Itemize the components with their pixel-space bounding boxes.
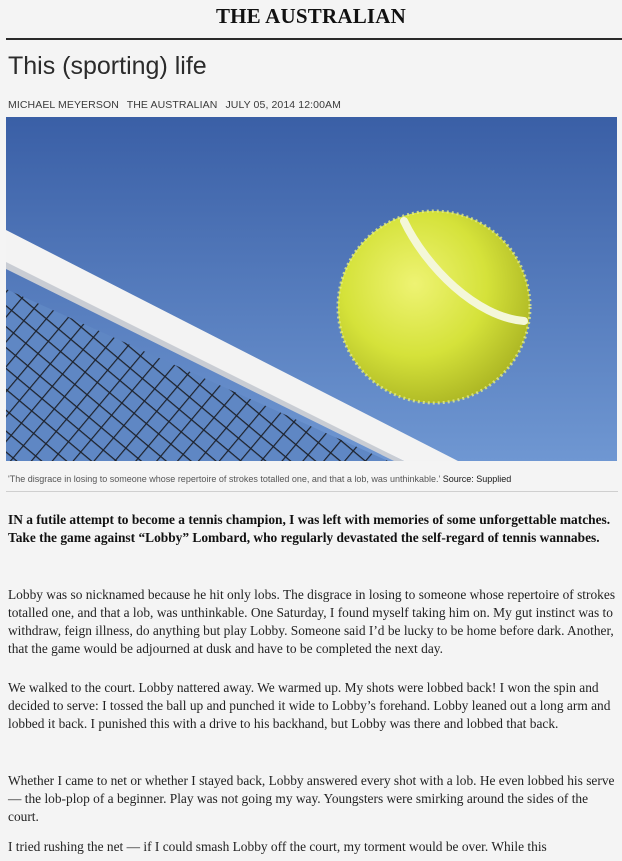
photo-caption bbox=[8, 474, 620, 484]
article-lede: IN a futile attempt to become a tennis champion, I was left with memories of some unforgettable matches. Take the game against “Lobby” Lombard, who regularly devastated the self-regard of tennis wannabes. bbox=[8, 512, 611, 545]
caption-divider bbox=[6, 491, 618, 492]
article-photo bbox=[6, 117, 617, 461]
caption-text: 'The disgrace in losing to someone whose repertoire of strokes totalled one, and that a lob, was unthinkable.' bbox=[8, 474, 441, 484]
masthead-rule bbox=[6, 38, 622, 40]
article-paragraph: We walked to the court. Lobby nattered away. We warmed up. My shots were lobbed back! I won the spin and decided to serve: I tossed the ball up and punched it wide to Lobby’s forehand. Lobby leaned out a long arm and lobbed it back. I punished this with a drive to his backhand, but Lobby was there and lobbed that back. bbox=[8, 680, 611, 731]
masthead: THE AUSTRALIAN bbox=[215, 4, 407, 28]
article-title: This (sporting) life bbox=[8, 52, 207, 80]
tennis-ball-net-illustration bbox=[6, 117, 617, 461]
article-paragraph: Lobby was so nicknamed because he hit only lobs. The disgrace in losing to someone whose repertoire of strokes totalled one, and that a lob, was unthinkable. One Saturday, I found myself taking him on. My gut instinct was to withdraw, feign illness, do anything but play Lobby. Someone said I’d be lucky to be home before dark. Another, that the game would be adjourned at dusk and have to be completed the next day. bbox=[8, 587, 616, 656]
caption-source: Source: Supplied bbox=[442, 474, 512, 484]
byline bbox=[8, 99, 346, 111]
article-paragraph: Whether I came to net or whether I stayed back, Lobby answered every shot with a lob. He even lobbed his serve — the lob-plop of a beginner. Play was not going my way. Youngsters were smirking around the sides of the court. bbox=[8, 773, 615, 824]
byline-date: JULY 05, 2014 12:00AM bbox=[225, 99, 341, 111]
byline-author: MICHAEL MEYERSON bbox=[8, 99, 119, 111]
tennis-ball-icon bbox=[338, 211, 530, 403]
article-paragraph: I tried rushing the net — if I could smash Lobby off the court, my torment would be over. While this bbox=[8, 839, 547, 854]
byline-publication: THE AUSTRALIAN bbox=[126, 99, 218, 111]
